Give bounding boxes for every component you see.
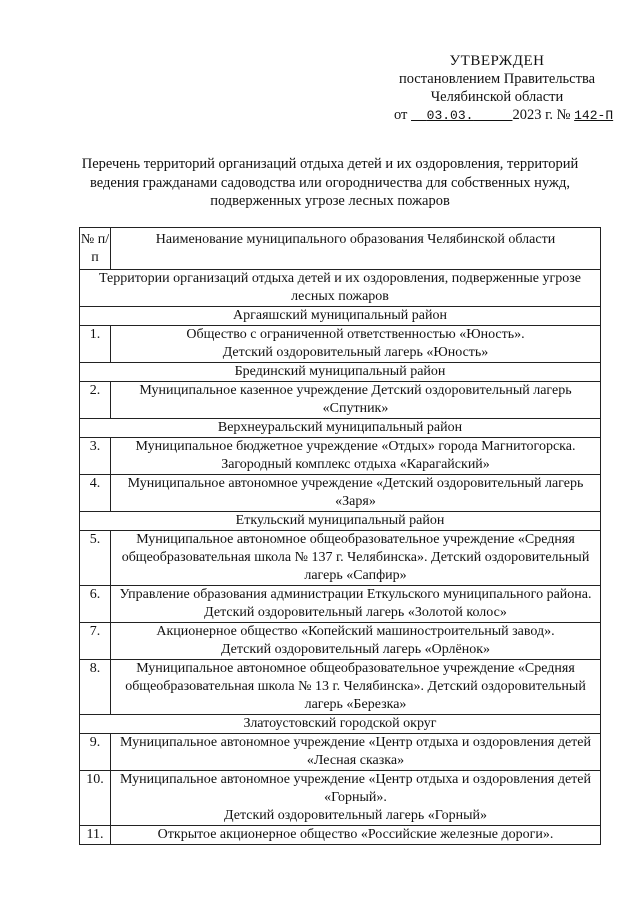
organization-line: Детский оздоровительный лагерь «Горный» (224, 808, 487, 823)
district-row (80, 363, 601, 382)
table-row (80, 531, 601, 586)
row-number: 1. (80, 326, 111, 363)
district-row (80, 307, 601, 326)
approval-line-1: постановлением Правительства (398, 71, 596, 87)
organization-name (111, 475, 601, 512)
table-row (80, 438, 601, 475)
territories-table (79, 227, 601, 845)
organization-line: Детский оздоровительный лагерь «Юность» (222, 345, 489, 360)
table-row (80, 326, 601, 363)
table-row (80, 623, 601, 660)
organization-line: Муниципальное автономное общеобразовательное учреждение «Средняя общеобразовательная школа № 13 г. Челябинска». Детский оздоровительный лагерь «Березка» (125, 661, 586, 712)
row-number: 3. (80, 438, 111, 475)
approval-line-2: Челябинской области (430, 89, 564, 105)
table-row (80, 475, 601, 512)
table-row (80, 771, 601, 826)
section-title-row (80, 270, 601, 307)
row-number: 6. (80, 586, 111, 623)
district-row (80, 419, 601, 438)
section-title: Территории организаций отдыха детей и их оздоровления, подверженные угрозе лесных пожаров (80, 270, 601, 307)
district-name: Аргаяшский муниципальный район (80, 307, 601, 326)
approval-year: 2023 г. № (512, 107, 571, 123)
organization-name (111, 826, 601, 845)
organization-line: Общество с ограниченной ответственностью «Юность». (186, 327, 525, 342)
district-row (80, 512, 601, 531)
district-name: Златоустовский городской округ (80, 715, 601, 734)
row-number: 5. (80, 531, 111, 586)
organization-name (111, 531, 601, 586)
table-row (80, 586, 601, 623)
organization-line: Открытое акционерное общество «Российские железные дороги». (157, 827, 554, 842)
organization-line: Муниципальное автономное учреждение «Центр отдыха и оздоровления детей «Лесная сказка» (120, 735, 591, 768)
row-number: 7. (80, 623, 111, 660)
district-row (80, 715, 601, 734)
row-number: 11. (80, 826, 111, 845)
organization-name (111, 660, 601, 715)
header-name: Наименование муниципального образования Челябинской области (111, 228, 601, 270)
row-number: 10. (80, 771, 111, 826)
table-header-row (80, 228, 601, 270)
row-number: 2. (80, 382, 111, 419)
organization-line: Муниципальное казенное учреждение Детский оздоровительный лагерь «Спутник» (139, 383, 572, 416)
approval-date-line (384, 106, 614, 125)
approval-number: 142-П (574, 108, 614, 123)
approval-date-prefix: от (394, 107, 408, 123)
district-name: Еткульский муниципальный район (80, 512, 601, 531)
row-number: 8. (80, 660, 111, 715)
organization-name (111, 734, 601, 771)
district-name: Верхнеуральский муниципальный район (80, 419, 601, 438)
approval-heading: УТВЕРЖДЕН (449, 53, 545, 69)
organization-name (111, 771, 601, 826)
district-name: Брединский муниципальный район (80, 363, 601, 382)
approval-date: 03.03. (426, 108, 474, 123)
document-title: Перечень территорий организаций отдыха детей и их оздоровления, территорий ведения гражданами садоводства или огородничества для собственных нужд, подверженных угрозе лесных пожаров (81, 156, 579, 209)
organization-name (111, 326, 601, 363)
table-body (80, 228, 601, 845)
organization-line: Муниципальное бюджетное учреждение «Отдых» города Магнитогорска. (135, 439, 576, 454)
organization-line: Акционерное общество «Копейский машиностроительный завод». (156, 624, 555, 639)
organization-line: Муниципальное автономное общеобразовательное учреждение «Средняя общеобразовательная школа № 137 г. Челябинска». Детский оздоровительный лагерь «Сапфир» (121, 532, 590, 583)
organization-name (111, 586, 601, 623)
organization-line: Муниципальное автономное учреждение «Центр отдыха и оздоровления детей «Горный». (120, 772, 591, 805)
row-number: 9. (80, 734, 111, 771)
organization-line: Детский оздоровительный лагерь «Орлёнок» (220, 642, 491, 657)
table-row (80, 382, 601, 419)
organization-line: Управление образования администрации Еткульского муниципального района. Детский оздоровительный лагерь «Золотой колос» (119, 587, 592, 620)
table-row (80, 734, 601, 771)
header-num: № п/п (80, 228, 111, 270)
row-number: 4. (80, 475, 111, 512)
organization-name (111, 382, 601, 419)
organization-line: Муниципальное автономное учреждение «Детский оздоровительный лагерь «Заря» (127, 476, 584, 509)
organization-name (111, 623, 601, 660)
approval-stamp (384, 52, 614, 125)
organization-name (111, 438, 601, 475)
organization-line: Загородный комплекс отдыха «Карагайский» (221, 457, 490, 472)
table-row (80, 826, 601, 845)
table-row (80, 660, 601, 715)
